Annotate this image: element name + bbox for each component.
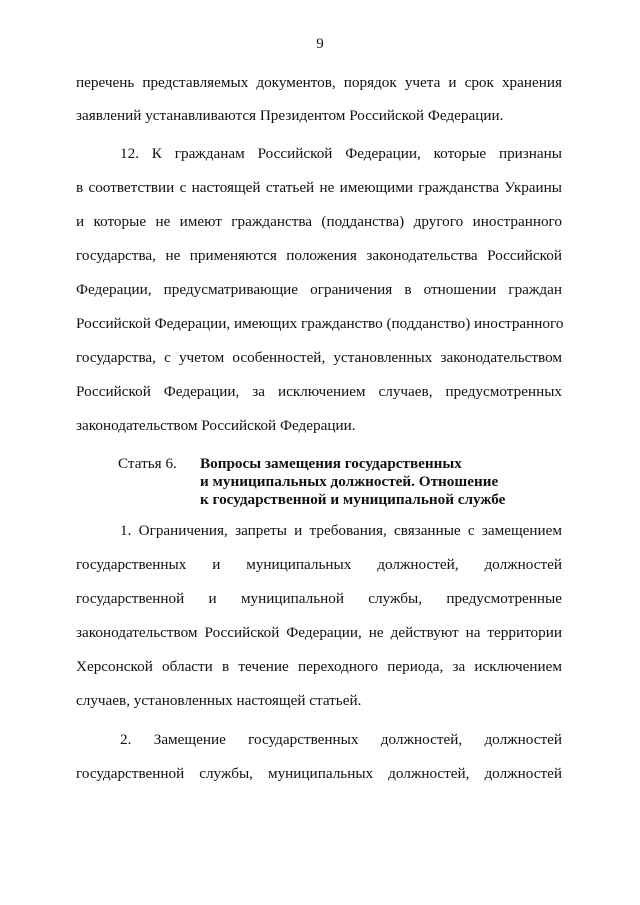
- text-line: Российской Федерации, имеющих гражданство (подданство) иностранного: [76, 315, 564, 332]
- text-line: случаев, установленных настоящей статьей.: [76, 692, 362, 709]
- text-line: 12. К гражданам Российской Федерации, которые признаны: [120, 145, 562, 162]
- text-line: заявлений устанавливаются Президентом Российской Федерации.: [76, 107, 504, 124]
- article-title-line: и муниципальных должностей. Отношение: [200, 473, 499, 490]
- text-line: государственной службы, муниципальных должностей, должностей: [76, 765, 562, 782]
- text-line: и которые не имеют гражданства (подданства) другого иностранного: [76, 213, 562, 230]
- page-number: 9: [316, 36, 324, 52]
- text-line: Российской Федерации, за исключением случаев, предусмотренных: [76, 383, 562, 400]
- article-label: Статья 6.: [118, 455, 177, 472]
- text-line: государственных и муниципальных должностей, должностей: [76, 556, 562, 573]
- text-line: государства, не применяются положения законодательства Российской: [76, 247, 562, 264]
- text-line: Херсонской области в течение переходного периода, за исключением: [76, 658, 562, 675]
- text-line: законодательством Российской Федерации, не действуют на территории: [76, 624, 562, 641]
- text-line: законодательством Российской Федерации.: [76, 417, 356, 434]
- text-line: Федерации, предусматривающие ограничения в отношении граждан: [76, 281, 562, 298]
- text-line: в соответствии с настоящей статьей не имеющими гражданства Украины: [76, 179, 562, 196]
- text-line: перечень представляемых документов, порядок учета и срок хранения: [76, 74, 562, 91]
- article-title-line: к государственной и муниципальной службе: [200, 491, 506, 508]
- text-line: 2. Замещение государственных должностей, должностей: [120, 731, 562, 748]
- text-line: государственной и муниципальной службы, предусмотренные: [76, 590, 562, 607]
- article-title-line: Вопросы замещения государственных: [200, 455, 462, 472]
- text-line: государства, с учетом особенностей, установленных законодательством: [76, 349, 562, 366]
- article-title: [200, 455, 505, 509]
- text-line: 1. Ограничения, запреты и требования, связанные с замещением: [120, 522, 562, 539]
